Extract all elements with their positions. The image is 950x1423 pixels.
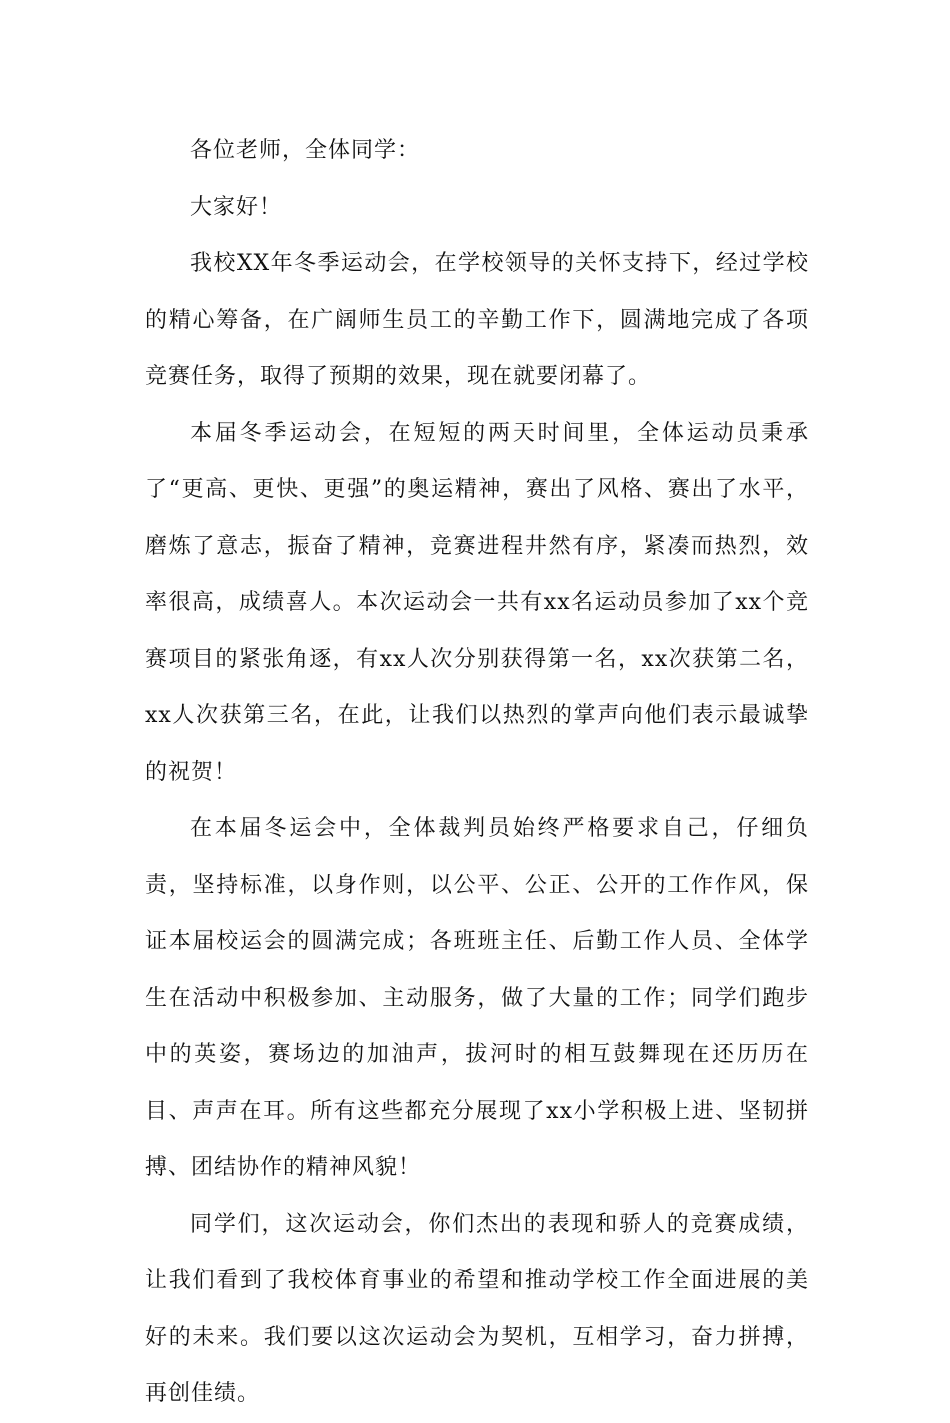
greeting: 大家好！ (190, 194, 283, 220)
paragraph-4: 同学们，这次运动会，你们杰出的表现和骄人的竞赛成绩，让我们看到了我校体育事业的希望和推动学校工作全面进展的美好的未来。我们要以这次运动会为契机，互相学习，奋力拼搏，再创佳绩。 (145, 1211, 809, 1406)
document-page (145, 123, 809, 1423)
paragraph-3: 在本届冬运会中，全体裁判员始终严格要求自己，仔细负责，坚持标准，以身作则，以公平、公正、公开的工作作风，保证本届校运会的圆满完成；各班班主任、后勤工作人员、全体学生在活动中积极参加、主动服务，做了大量的工作；同学们跑步中的英姿，赛场边的加油声，拔河时的相互鼓舞现在还历历在目、声声在耳。所有这些都充分展现了xx小学积极上进、坚韧拼搏、团结协作的精神风貌！ (145, 816, 809, 1180)
paragraph-2: 本届冬季运动会，在短短的两天时间里，全体运动员秉承了“更高、更快、更强”的奥运精神，赛出了风格、赛出了水平，磨炼了意志，振奋了精神，竞赛进程井然有序，紧凑而热烈，效率很高，成绩喜人。本次运动会一共有xx名运动员参加了xx个竞赛项目的紧张角逐，有xx人次分别获得第一名，xx次获第二名，xx人次获第三名，在此，让我们以热烈的掌声向他们表示最诚挚的祝贺！ (145, 420, 809, 785)
salutation: 各位老师，全体同学： (190, 138, 421, 163)
paragraph-1: 我校XX年冬季运动会，在学校领导的关怀支持下，经过学校的精心筹备，在广阔师生员工的辛勤工作下，圆满地完成了各项竞赛任务，取得了预期的效果，现在就要闭幕了。 (145, 251, 809, 389)
